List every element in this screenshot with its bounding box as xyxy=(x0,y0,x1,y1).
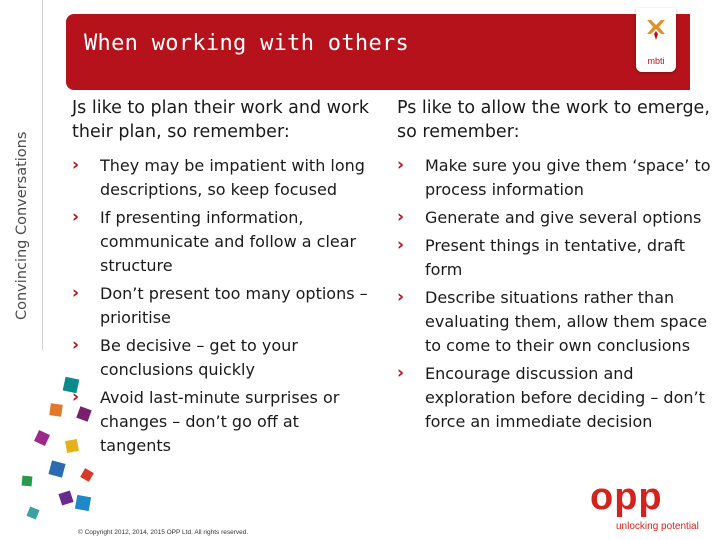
square-deco xyxy=(58,490,73,505)
opp-tagline: unlocking potential xyxy=(616,521,699,532)
list-item: › Avoid last-minute surprises or changes – don’t go off at tangents xyxy=(72,387,340,455)
square-deco xyxy=(80,468,94,482)
side-title: Convincing Conversations xyxy=(14,131,30,320)
list-item: › They may be impatient with long descriptions, so keep focused xyxy=(72,155,365,199)
list-item: › Be decisive – get to your conclusions quickly xyxy=(72,335,298,379)
chevron-right-icon: › xyxy=(72,155,80,175)
chevron-right-icon: › xyxy=(72,387,80,407)
square-deco xyxy=(26,506,39,519)
chevron-right-icon: › xyxy=(72,283,80,303)
chevron-right-icon: › xyxy=(397,363,405,383)
chevron-right-icon: › xyxy=(397,287,405,307)
p-bullet-list xyxy=(397,154,712,434)
title-banner xyxy=(66,14,690,90)
square-deco xyxy=(75,495,91,511)
chevron-right-icon: › xyxy=(72,335,80,355)
chevron-right-icon: › xyxy=(397,155,405,175)
copyright-notice: © Copyright 2012, 2014, 2015 OPP Ltd. All rights reserved. xyxy=(78,529,249,536)
square-deco xyxy=(22,476,33,487)
list-item: › Make sure you give them ‘space’ to process information xyxy=(397,155,711,199)
list-item: › Describe situations rather than evaluating them, allow them space to come to their own conclusions xyxy=(397,287,708,355)
j-bullet-list xyxy=(72,154,372,458)
page-title: When working with others xyxy=(84,31,410,56)
list-item: › If presenting information, communicate and follow a clear structure xyxy=(72,207,357,275)
j-column xyxy=(72,96,372,462)
list-item: › Don’t present too many options – prioritise xyxy=(72,283,368,327)
p-heading: Ps like to allow the work to emerge, so remember: xyxy=(397,98,710,142)
square-deco xyxy=(34,430,50,446)
list-item: › Present things in tentative, draft form xyxy=(397,235,686,279)
square-deco xyxy=(48,460,65,477)
square-deco xyxy=(49,403,63,417)
opp-logo xyxy=(590,476,700,534)
chevron-right-icon: › xyxy=(397,207,405,227)
p-column xyxy=(397,96,712,438)
mbti-emblem-icon xyxy=(643,14,669,44)
chevron-right-icon: › xyxy=(72,207,80,227)
mbti-logo xyxy=(636,8,676,72)
mbti-logo-text: mbti xyxy=(647,56,665,66)
list-item: › Encourage discussion and exploration before deciding – don’t force an immediate decision xyxy=(397,363,705,431)
chevron-right-icon: › xyxy=(397,235,405,255)
list-item: › Generate and give several options xyxy=(397,207,702,227)
j-heading: Js like to plan their work and work their plan, so remember: xyxy=(72,98,369,142)
opp-brand-word: opp xyxy=(590,476,663,518)
